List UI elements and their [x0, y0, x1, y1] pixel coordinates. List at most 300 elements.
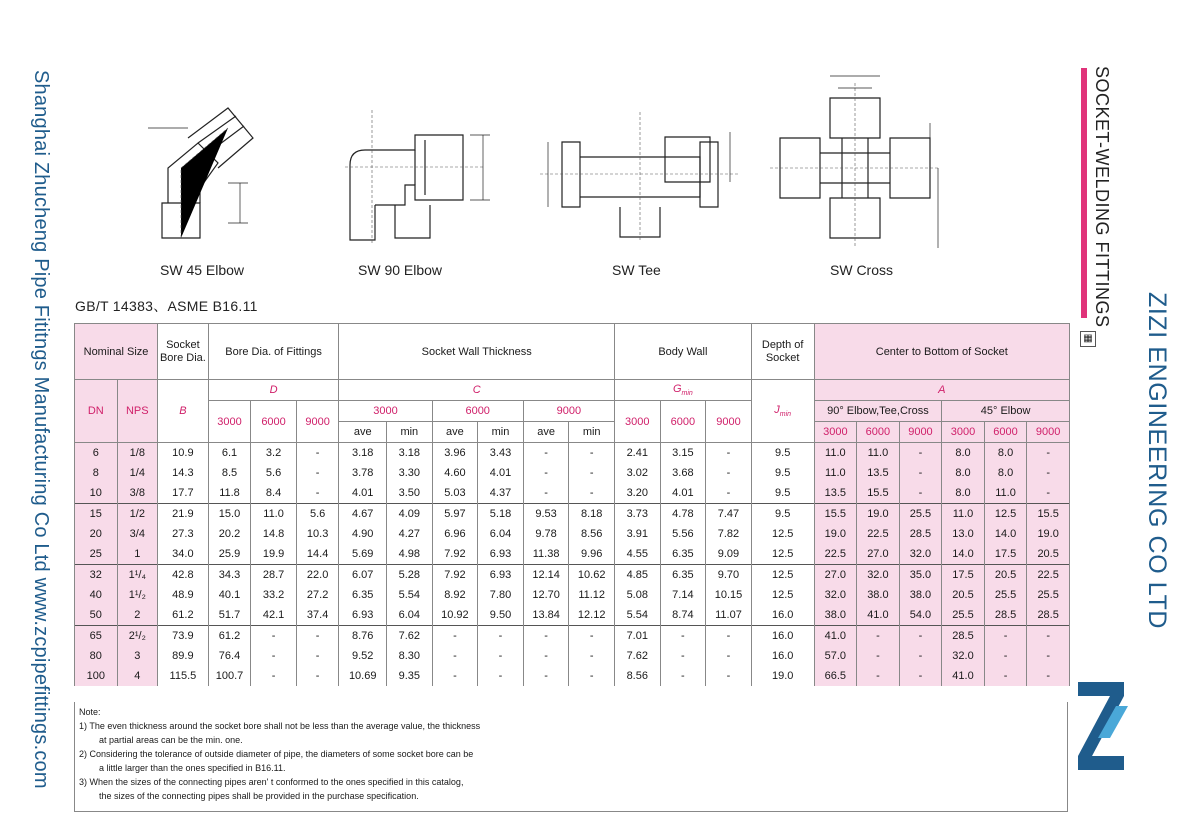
table-cell: 6.07 [339, 565, 387, 586]
th-c: C [339, 380, 615, 401]
table-cell: 35.0 [899, 565, 942, 586]
table-cell: 6 [75, 443, 118, 464]
table-cell: - [296, 483, 339, 504]
table-row [75, 544, 1070, 565]
table-cell: 19.0 [1027, 524, 1070, 544]
table-cell: 4 [117, 666, 158, 686]
table-cell: - [523, 666, 569, 686]
table-row [75, 666, 1070, 686]
table-cell: - [523, 483, 569, 504]
table-cell: 27.3 [158, 524, 209, 544]
table-cell: 100.7 [208, 666, 251, 686]
table-cell: 4.01 [660, 483, 706, 504]
table-row [75, 585, 1070, 605]
th-a45-9000: 9000 [1027, 422, 1070, 443]
table-cell: 4.01 [478, 463, 524, 483]
table-cell: 8.18 [569, 504, 615, 525]
table-cell: - [569, 483, 615, 504]
table-cell: 6.96 [432, 524, 478, 544]
table-cell: 4.27 [387, 524, 433, 544]
table-cell: 11.0 [984, 483, 1027, 504]
table-cell: - [478, 626, 524, 647]
table-row [75, 605, 1070, 626]
table-cell: 50 [75, 605, 118, 626]
table-cell: 32.0 [942, 646, 985, 666]
standard-label: GB/T 14383、ASME B16.11 [75, 298, 258, 314]
side-text-left: Shanghai Zhucheng Pipe Fititngs Manufacturing Co Ltd www.zcpipefittings.com [30, 70, 52, 789]
table-row [75, 646, 1070, 666]
table-cell: 8.0 [942, 483, 985, 504]
table-cell: 6.04 [387, 605, 433, 626]
table-cell: - [706, 626, 752, 647]
table-cell: 4.37 [478, 483, 524, 504]
table-cell: 100 [75, 666, 118, 686]
table-cell: 57.0 [814, 646, 857, 666]
sw-cross-drawing [770, 68, 950, 253]
accent-bar [1081, 68, 1087, 318]
table-cell: 9.09 [706, 544, 752, 565]
note-2: 2) Considering the tolerance of outside diameter of pipe, the diameters of some socket bore can be [79, 749, 474, 759]
th-ave: ave [339, 422, 387, 443]
table-cell: - [899, 443, 942, 464]
th-socket-wall: Socket Wall Thickness [339, 324, 615, 380]
table-cell: 8.92 [432, 585, 478, 605]
table-cell: 3.50 [387, 483, 433, 504]
table-cell: 19.0 [857, 504, 900, 525]
table-cell: 8 [75, 463, 118, 483]
table-row [75, 443, 1070, 464]
table-cell: 3.15 [660, 443, 706, 464]
th-g-3000: 3000 [614, 401, 660, 443]
table-cell: 3.96 [432, 443, 478, 464]
table-cell: 89.9 [158, 646, 209, 666]
table-cell: - [523, 646, 569, 666]
th-socket-bore: Socket Bore Dia. [158, 324, 209, 380]
table-cell: - [857, 626, 900, 647]
table-cell: 20.5 [1027, 544, 1070, 565]
table-cell: 2.41 [614, 443, 660, 464]
table-cell: - [569, 666, 615, 686]
table-cell: 19.9 [251, 544, 297, 565]
table-cell: 9.50 [478, 605, 524, 626]
th-elbow90: 90° Elbow,Tee,Cross [814, 401, 942, 422]
table-cell: 4.67 [339, 504, 387, 525]
table-cell: 5.69 [339, 544, 387, 565]
sw90-elbow-label: SW 90 Elbow [358, 262, 443, 278]
table-cell: 5.56 [660, 524, 706, 544]
table-cell: 8.4 [251, 483, 297, 504]
th-c-6000: 6000 [432, 401, 523, 422]
table-cell: - [1027, 626, 1070, 647]
table-cell: 34.3 [208, 565, 251, 586]
table-cell: 14.0 [984, 524, 1027, 544]
table-cell: - [899, 626, 942, 647]
table-cell: - [1027, 646, 1070, 666]
table-cell: - [523, 443, 569, 464]
table-cell: 25.5 [984, 585, 1027, 605]
table-cell: 28.5 [984, 605, 1027, 626]
table-cell: 61.2 [208, 626, 251, 647]
table-cell: 32 [75, 565, 118, 586]
th-j: $J_{min}$ [751, 380, 814, 443]
table-cell: 9.5 [751, 443, 814, 464]
table-cell: 5.54 [387, 585, 433, 605]
table-cell: 6.35 [339, 585, 387, 605]
table-cell: 3/8 [117, 483, 158, 504]
th-center-bottom: Center to Bottom of Socket [814, 324, 1069, 380]
table-cell: - [569, 646, 615, 666]
table-cell: 80 [75, 646, 118, 666]
table-cell: 40.1 [208, 585, 251, 605]
sw-cross-label: SW Cross [830, 262, 893, 278]
table-cell: - [984, 626, 1027, 647]
table-cell: 11.0 [942, 504, 985, 525]
table-cell: 7.47 [706, 504, 752, 525]
table-cell: 8.0 [984, 443, 1027, 464]
th-a45-3000: 3000 [942, 422, 985, 443]
th-nps: NPS [117, 380, 158, 443]
table-cell: 15 [75, 504, 118, 525]
table-cell: 9.5 [751, 463, 814, 483]
th-a45-6000: 6000 [984, 422, 1027, 443]
table-cell: 7.92 [432, 544, 478, 565]
table-cell: 3.91 [614, 524, 660, 544]
table-cell: 40 [75, 585, 118, 605]
table-cell: 7.92 [432, 565, 478, 586]
table-cell: 3.20 [614, 483, 660, 504]
table-cell: 73.9 [158, 626, 209, 647]
table-cell: 42.1 [251, 605, 297, 626]
th-min: min [478, 422, 524, 443]
table-cell: 7.62 [614, 646, 660, 666]
table-cell: 1¹/₄ [117, 565, 158, 586]
table-cell: 32.0 [814, 585, 857, 605]
table-cell: 2¹/₂ [117, 626, 158, 647]
table-cell: - [432, 626, 478, 647]
table-cell: 9.5 [751, 483, 814, 504]
th-body-wall: Body Wall [614, 324, 751, 380]
table-cell: 27.2 [296, 585, 339, 605]
table-cell: - [478, 646, 524, 666]
table-cell: 14.8 [251, 524, 297, 544]
table-cell: 4.98 [387, 544, 433, 565]
th-d-3000: 3000 [208, 401, 251, 443]
table-cell: 3/4 [117, 524, 158, 544]
table-cell: 8.0 [942, 443, 985, 464]
table-cell: 20.5 [984, 565, 1027, 586]
table-cell: 42.8 [158, 565, 209, 586]
table-cell: - [706, 646, 752, 666]
table-cell: - [899, 463, 942, 483]
table-cell: 15.5 [857, 483, 900, 504]
th-g-9000: 9000 [706, 401, 752, 443]
table-cell: 6.35 [660, 544, 706, 565]
table-cell: 32.0 [857, 565, 900, 586]
table-cell: - [857, 646, 900, 666]
table-cell: - [296, 646, 339, 666]
table-cell: 9.53 [523, 504, 569, 525]
table-cell: 14.0 [942, 544, 985, 565]
table-cell: 25.5 [942, 605, 985, 626]
table-cell: 20 [75, 524, 118, 544]
th-ave: ave [432, 422, 478, 443]
th-d-9000: 9000 [296, 401, 339, 443]
table-cell: 9.70 [706, 565, 752, 586]
table-cell: 61.2 [158, 605, 209, 626]
table-row [75, 524, 1070, 544]
table-cell: 66.5 [814, 666, 857, 686]
table-cell: - [1027, 443, 1070, 464]
table-cell: 7.80 [478, 585, 524, 605]
table-row [75, 626, 1070, 647]
table-cell: - [478, 666, 524, 686]
table-cell: - [296, 463, 339, 483]
table-cell: 51.7 [208, 605, 251, 626]
table-cell: 38.0 [857, 585, 900, 605]
table-cell: 8.56 [614, 666, 660, 686]
table-cell: 10.62 [569, 565, 615, 586]
table-cell: 7.82 [706, 524, 752, 544]
sw45-elbow-label: SW 45 Elbow [160, 262, 245, 278]
table-cell: - [569, 626, 615, 647]
table-cell: 19.0 [751, 666, 814, 686]
th-d-6000: 6000 [251, 401, 297, 443]
table-cell: - [1027, 463, 1070, 483]
sw45-elbow-drawing [148, 98, 278, 248]
table-cell: 5.08 [614, 585, 660, 605]
table-cell: - [899, 483, 942, 504]
table-row [75, 463, 1070, 483]
table-cell: 25.9 [208, 544, 251, 565]
table-cell: 1/2 [117, 504, 158, 525]
table-cell: 13.5 [814, 483, 857, 504]
table-cell: - [296, 666, 339, 686]
table-cell: 33.2 [251, 585, 297, 605]
table-cell: 3.68 [660, 463, 706, 483]
table-cell: 14.3 [158, 463, 209, 483]
table-cell: 12.12 [569, 605, 615, 626]
table-cell: 7.14 [660, 585, 706, 605]
table-cell: 21.9 [158, 504, 209, 525]
table-cell: 11.07 [706, 605, 752, 626]
table-cell: 22.5 [814, 544, 857, 565]
table-cell: - [1027, 666, 1070, 686]
note-3-cont: the sizes of the connecting pipes shall be provided in the purchase specification. [99, 791, 419, 801]
note-2-cont: a little larger than the ones specified in B16.11. [99, 763, 286, 773]
table-cell: 4.90 [339, 524, 387, 544]
table-cell: 6.1 [208, 443, 251, 464]
table-cell: 4.78 [660, 504, 706, 525]
table-cell: 41.0 [814, 626, 857, 647]
table-cell: 12.5 [751, 585, 814, 605]
table-cell: - [706, 443, 752, 464]
th-a90-6000: 6000 [857, 422, 900, 443]
th-g: $G_{min}$ [614, 380, 751, 401]
table-cell: 5.03 [432, 483, 478, 504]
table-cell: - [660, 646, 706, 666]
sw-tee-drawing [540, 112, 740, 242]
table-cell: 12.5 [751, 544, 814, 565]
sw90-elbow-drawing [345, 110, 495, 250]
table-cell: - [569, 443, 615, 464]
table-cell: 6.93 [339, 605, 387, 626]
table-cell: - [660, 626, 706, 647]
table-cell: 9.35 [387, 666, 433, 686]
table-cell: 17.5 [984, 544, 1027, 565]
table-cell: 5.28 [387, 565, 433, 586]
table-cell: 25.5 [1027, 585, 1070, 605]
th-ave: ave [523, 422, 569, 443]
table-cell: 41.0 [857, 605, 900, 626]
table-cell: 8.56 [569, 524, 615, 544]
th-elbow45: 45° Elbow [942, 401, 1070, 422]
table-cell: 8.0 [942, 463, 985, 483]
table-cell: - [432, 646, 478, 666]
table-cell: - [857, 666, 900, 686]
table-cell: 20.2 [208, 524, 251, 544]
table-cell: 115.5 [158, 666, 209, 686]
table-cell: 28.5 [942, 626, 985, 647]
table-cell: 7.62 [387, 626, 433, 647]
note-3: 3) When the sizes of the connecting pipes aren' t conformed to the ones specified in this catalog, [79, 777, 464, 787]
table-cell: 6.93 [478, 544, 524, 565]
table-cell: 12.14 [523, 565, 569, 586]
table-cell: 12.5 [984, 504, 1027, 525]
table-cell: 8.30 [387, 646, 433, 666]
notes-title: Note: [79, 707, 101, 717]
table-cell: 4.01 [339, 483, 387, 504]
th-bore-fittings: Bore Dia. of Fittings [208, 324, 339, 380]
table-cell: 13.5 [857, 463, 900, 483]
table-cell: 16.0 [751, 626, 814, 647]
table-cell: 3.73 [614, 504, 660, 525]
table-cell: 10.92 [432, 605, 478, 626]
table-cell: 11.8 [208, 483, 251, 504]
th-c-9000: 9000 [523, 401, 614, 422]
table-cell: 3.18 [339, 443, 387, 464]
table-cell: - [899, 666, 942, 686]
table-cell: 22.5 [857, 524, 900, 544]
table-cell: - [251, 626, 297, 647]
th-dn: DN [75, 380, 118, 443]
table-cell: 3.43 [478, 443, 524, 464]
table-cell: 4.60 [432, 463, 478, 483]
table-cell: 4.55 [614, 544, 660, 565]
dimensions-table [74, 323, 1070, 686]
table-cell: 22.0 [296, 565, 339, 586]
table-cell: 4.85 [614, 565, 660, 586]
table-cell: 20.5 [942, 585, 985, 605]
table-cell: 11.0 [251, 504, 297, 525]
th-a90-3000: 3000 [814, 422, 857, 443]
table-body [75, 443, 1070, 687]
table-cell: 8.0 [984, 463, 1027, 483]
table-cell: 12.70 [523, 585, 569, 605]
table-cell: 1¹/₂ [117, 585, 158, 605]
table-cell: 38.0 [814, 605, 857, 626]
table-cell: 10.3 [296, 524, 339, 544]
table-cell: 10.69 [339, 666, 387, 686]
table-cell: 7.01 [614, 626, 660, 647]
table-cell: 22.5 [1027, 565, 1070, 586]
table-cell: 16.0 [751, 646, 814, 666]
table-cell: 11.0 [857, 443, 900, 464]
table-cell: 15.0 [208, 504, 251, 525]
table-cell: 4.09 [387, 504, 433, 525]
table-cell: 17.5 [942, 565, 985, 586]
table-cell: - [660, 666, 706, 686]
table-cell: - [296, 626, 339, 647]
table-cell: 19.0 [814, 524, 857, 544]
table-cell: 17.7 [158, 483, 209, 504]
th-a: A [814, 380, 1069, 401]
table-cell: 12.5 [751, 524, 814, 544]
table-cell: 3 [117, 646, 158, 666]
table-cell: 15.5 [1027, 504, 1070, 525]
table-cell: 11.0 [814, 443, 857, 464]
table-cell: - [984, 646, 1027, 666]
table-cell: - [251, 666, 297, 686]
table-cell: 3.78 [339, 463, 387, 483]
table-cell: 10.15 [706, 585, 752, 605]
table-cell: - [523, 463, 569, 483]
table-cell: 54.0 [899, 605, 942, 626]
table-cell: 9.5 [751, 504, 814, 525]
table-cell: 27.0 [857, 544, 900, 565]
table-cell: 5.97 [432, 504, 478, 525]
table-cell: 41.0 [942, 666, 985, 686]
table-cell: 12.5 [751, 565, 814, 586]
table-cell: 8.74 [660, 605, 706, 626]
table-cell: 9.78 [523, 524, 569, 544]
table-cell: 1/4 [117, 463, 158, 483]
th-min: min [387, 422, 433, 443]
table-cell: 13.0 [942, 524, 985, 544]
table-cell: 5.18 [478, 504, 524, 525]
table-cell: 5.54 [614, 605, 660, 626]
table-cell: 76.4 [208, 646, 251, 666]
table-cell: 11.12 [569, 585, 615, 605]
table-cell: 5.6 [296, 504, 339, 525]
table-cell: 3.02 [614, 463, 660, 483]
table-cell: 1/8 [117, 443, 158, 464]
company-logo [1070, 676, 1132, 776]
table-cell: 14.4 [296, 544, 339, 565]
table-cell: 3.18 [387, 443, 433, 464]
table-cell: - [523, 626, 569, 647]
table-cell: 16.0 [751, 605, 814, 626]
table-cell: 2 [117, 605, 158, 626]
table-cell: 15.5 [814, 504, 857, 525]
table-cell: 8.76 [339, 626, 387, 647]
table-cell: 25 [75, 544, 118, 565]
note-1-cont: at partial areas can be the min. one. [99, 735, 243, 745]
th-min: min [569, 422, 615, 443]
note-1: 1) The even thickness around the socket bore shall not be less than the average value, the thickness [79, 721, 481, 731]
table-cell: 5.6 [251, 463, 297, 483]
table-cell: 3.30 [387, 463, 433, 483]
table-cell: 27.0 [814, 565, 857, 586]
table-icon: ▦ [1080, 331, 1096, 347]
table-cell: 32.0 [899, 544, 942, 565]
table-row [75, 565, 1070, 586]
table-cell: 28.5 [899, 524, 942, 544]
table-cell: 48.9 [158, 585, 209, 605]
sw-tee-label: SW Tee [612, 262, 661, 278]
table-cell: - [1027, 483, 1070, 504]
table-cell: - [432, 666, 478, 686]
table-cell: 8.5 [208, 463, 251, 483]
